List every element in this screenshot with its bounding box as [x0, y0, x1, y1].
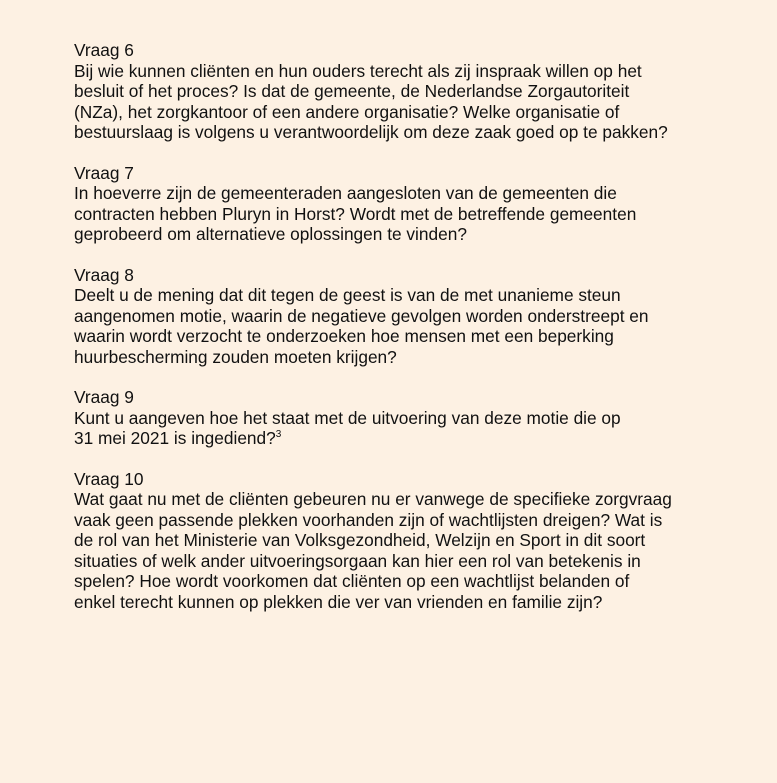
question-text [74, 61, 764, 143]
text-line: Kunt u aangeven hoe het staat met de uitvoering van deze motie die op [74, 407, 621, 428]
question-label: Vraag 8 [74, 264, 134, 285]
question-10 [74, 469, 764, 613]
text-line: aangenomen motie, waarin de negatieve gevolgen worden onderstreept en [74, 305, 649, 326]
question-6 [74, 40, 764, 143]
text-line: de rol van het Ministerie van Volksgezondheid, Welzijn en Sport in dit soort [74, 530, 646, 550]
question-text [74, 408, 764, 449]
text-line: situaties of welk ander uitvoeringsorgaan kan hier een rol van betekenis in [74, 550, 641, 571]
text-line: waarin wordt verzocht te onderzoeken hoe mensen met een beperking [74, 326, 614, 346]
text-line: (NZa), het zorgkantoor of een andere organisatie? Welke organisatie of [74, 101, 620, 122]
text-line: vaak geen passende plekken voorhanden zijn of wachtlijsten dreigen? Wat is [74, 509, 663, 530]
text-line: besluit of het proces? Is dat de gemeente, de Nederlandse Zorgautoriteit [74, 81, 630, 101]
question-9 [74, 387, 764, 449]
question-label: Vraag 9 [74, 387, 134, 407]
document-page [74, 40, 764, 632]
text-line: Bij wie kunnen cliënten en hun ouders terecht als zij inspraak willen op het [74, 60, 642, 81]
text-line-with-footnote [74, 428, 764, 449]
question-7 [74, 163, 764, 245]
question-text [74, 489, 764, 612]
footnote-reference[interactable]: 3 [275, 429, 282, 441]
text-line: enkel terecht kunnen op plekken die ver van vrienden en familie zijn? [74, 591, 603, 612]
text-line: In hoeverre zijn de gemeenteraden aangesloten van de gemeenten die [74, 183, 617, 203]
text-line: contracten hebben Pluryn in Horst? Wordt met de betreffende gemeenten [74, 203, 637, 224]
text-line: Wat gaat nu met de cliënten gebeuren nu er vanwege de specifieke zorgvraag [74, 489, 672, 509]
question-label: Vraag 6 [74, 40, 134, 60]
question-text [74, 285, 764, 367]
question-label: Vraag 10 [74, 468, 144, 489]
text-line: Deelt u de mening dat dit tegen de geest is van de met unanieme steun [74, 285, 621, 305]
text-line: huurbescherming zouden moeten krijgen? [74, 346, 397, 367]
question-8 [74, 265, 764, 368]
question-label: Vraag 7 [74, 162, 134, 183]
question-text [74, 183, 764, 245]
text-line: bestuurslaag is volgens u verantwoordelijk om deze zaak goed op te pakken? [74, 122, 668, 142]
text-line: geprobeerd om alternatieve oplossingen te vinden? [74, 224, 467, 244]
text-line: spelen? Hoe wordt voorkomen dat cliënten op een wachtlijst belanden of [74, 571, 630, 591]
text-line: 31 mei 2021 is ingediend? [74, 428, 276, 448]
